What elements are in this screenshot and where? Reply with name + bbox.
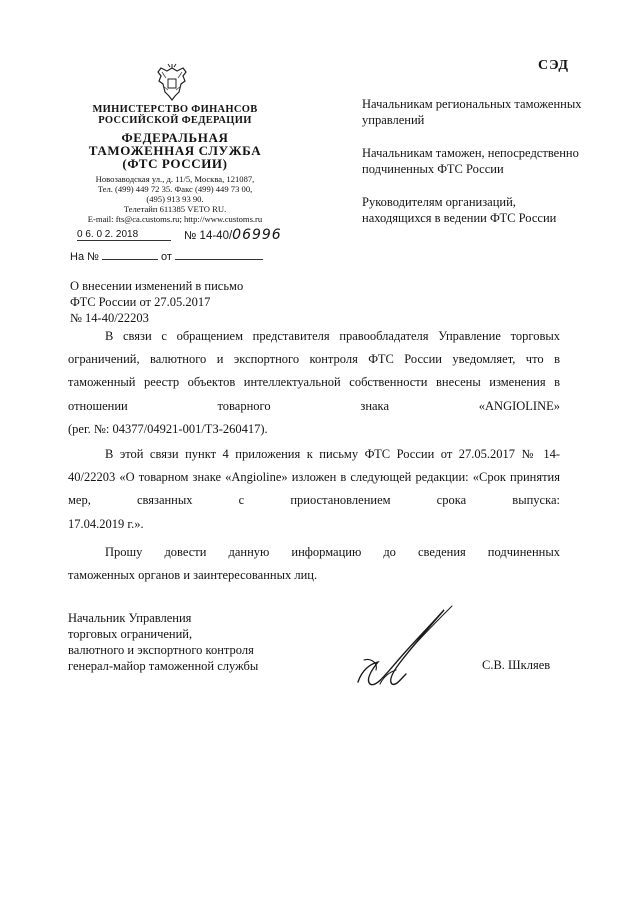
date-value: 0 6. 0 2. 2018 [77, 229, 171, 241]
paragraph-end: таможенных органов и заинтересованных лиц. [68, 568, 318, 583]
paragraph-end: (рег. №: 04377/04921-001/ТЗ-260417). [68, 421, 268, 436]
paragraph-text: Прошу довести данную информацию до сведения подчиненных [105, 545, 560, 559]
service-name [70, 131, 280, 170]
handwritten-signature [340, 600, 460, 695]
signer-name: С.В. Шкляев [482, 658, 551, 672]
body-paragraph-1 [68, 325, 560, 441]
position-line: торговых ограничений, [68, 627, 193, 641]
ministry-line: РОССИЙСКОЙ ФЕДЕРАЦИИ [98, 115, 252, 126]
contact-info [62, 174, 288, 224]
reply-label: На № [70, 251, 99, 263]
document-date [77, 229, 171, 241]
ministry-name [70, 104, 280, 126]
handwritten-number: 06996 [232, 227, 282, 243]
position-line: Начальник Управления [68, 611, 192, 625]
recipient: Руководителям организаций, находящихся в ведении ФТС России [362, 195, 557, 225]
document-mark: СЭД [538, 58, 570, 73]
signer-position [68, 610, 318, 674]
recipient: Начальникам региональных таможенных управлений [362, 97, 582, 127]
paragraph-end: 17.04.2019 г.». [68, 516, 144, 531]
position-line: генерал-майор таможенной службы [68, 659, 259, 673]
service-line: ФЕДЕРАЛЬНАЯ [121, 130, 229, 145]
position-line: валютного и экспортного контроля [68, 643, 254, 657]
reply-number-blank [102, 250, 158, 260]
number-prefix: 14-40/ [199, 230, 233, 242]
number-label: № [184, 230, 197, 242]
coat-of-arms-icon [153, 62, 191, 102]
service-line: ТАМОЖЕННАЯ СЛУЖБА [88, 143, 262, 158]
subject-line: ФТС России от 27.05.2017 [70, 295, 211, 309]
contact-line: E-mail: fts@ca.customs.ru; http://www.customs.ru [87, 214, 263, 224]
contact-line: (495) 913 93 90. [146, 194, 204, 204]
service-line: (ФТС РОССИИ) [122, 156, 228, 171]
recipients-block [362, 96, 582, 243]
recipient: Начальникам таможен, непосредственно подчиненных ФТС России [362, 146, 579, 176]
contact-line: Новозаводская ул., д. 11/5, Москва, 121087, [95, 174, 255, 184]
paragraph-text: В этой связи пункт 4 приложения к письму ФТС России от 27.05.2017 № 14-40/22203 «О товарном знаке «Angioline» изложен в следующей редакции: «Срок принятия мер, связанных с приостановлением срока выпуска: [68, 447, 560, 508]
reply-date-blank [175, 250, 263, 260]
document-number [184, 227, 282, 243]
subject-line: О внесении изменений в письмо [70, 279, 244, 293]
body-paragraph-2 [68, 443, 560, 536]
paragraph-text: В связи с обращением представителя правообладателя Управление торговых ограничений, валютного и экспортного контроля ФТС России уведомляет, что в таможенный реестр объектов интеллектуальной собственности внесены изменения в отношении товарного знака «ANGIOLINE» [68, 329, 560, 413]
subject-line: № 14-40/22203 [70, 311, 149, 325]
reply-from-label: от [161, 251, 172, 263]
body-paragraph-3 [68, 541, 560, 587]
contact-line: Телетайп 611385 VETO RU. [123, 204, 227, 214]
contact-line: Тел. (499) 449 72 35. Факс (499) 449 73 00, [97, 184, 253, 194]
ministry-line: МИНИСТЕРСТВО ФИНАНСОВ [92, 104, 258, 115]
reply-reference [70, 250, 263, 263]
letter-subject [70, 278, 320, 326]
